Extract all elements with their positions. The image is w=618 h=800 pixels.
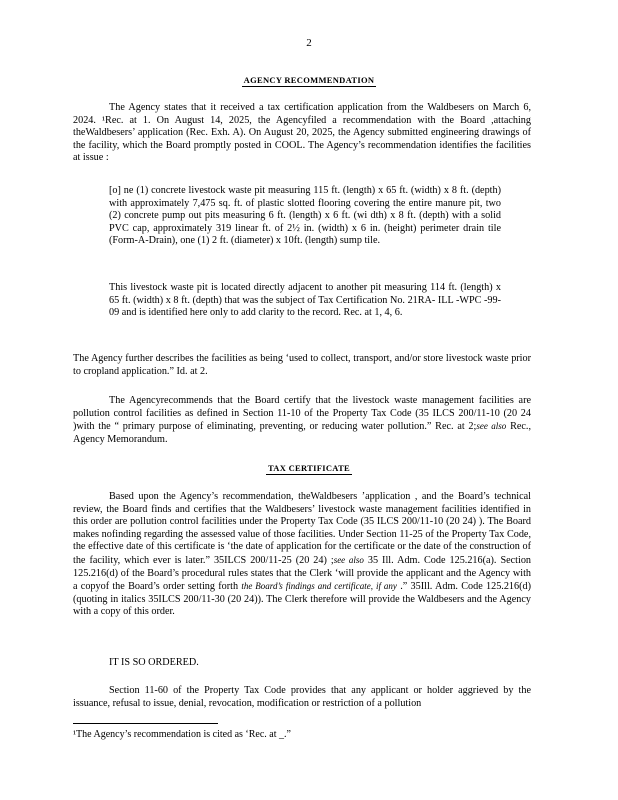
paragraph-text-end: .” 35Ill. Adm. Code 125.216(d) (quoting in italics 35ILCS 200/11-30 (20 24)). The Clerk therefore will provide the Waldbesers and the Agency with a copy of this order. [73, 581, 531, 618]
paragraph-agency-receipt: The Agency states that it received a tax certification application from the Waldbesers on March 6, 2024. ¹Rec. at 1. On August 14, 2025, the Agencyfiled a recommendation with the Board ,attaching theWaldbesers’ application (Rec. Exh. A). On August 20, 2025, the Agency submitted engineering drawings of the facility, which the Board promptly posted in COOL. The Agency’s recommendation identifies the facilities at issue : [73, 102, 531, 164]
section-heading-agency-recommendation [0, 75, 618, 85]
so-ordered-line: IT IS SO ORDERED. [109, 657, 199, 668]
paragraph-section-11-60: Section 11-60 of the Property Tax Code provides that any applicant or holder aggrieved by the issuance, refusal to issue, denial, revocation, modification or restriction of a pollution [73, 685, 531, 709]
section-heading-tax-certificate [0, 463, 618, 473]
block-quote-facilities: [o] ne (1) concrete livestock waste pit measuring 115 ft. (length) x 65 ft. (width) x 8 ft. (depth) with approximately 7,475 sq. ft. of plastic slotted flooring covering the entire manure pit, two (2) concrete pump out pits measuring 6 ft. (length) x 6 ft. (wi dth) x 8 ft. (depth) with a solid PVC cap, approximately 319 linear ft. of 2½ in. (width) x 6 in. (height) perimeter drain tile (Form-A-Drain), one (1) 2 ft. (diameter) x 10ft. (length) sump tile. [109, 185, 501, 247]
see-also-citation: see also [476, 421, 507, 432]
paragraph-text-mid: 35 Ill. Adm. Code 125.216(a). Section 125.216(d) of the Board’s procedural rules states that the Clerk ‘will provide the applicant and the Agency with a copyof the Board’s order setting forth [73, 554, 532, 593]
paragraph-agency-recommends [73, 395, 531, 446]
block-quote-adjacent-pit: This livestock waste pit is located directly adjacent to another pit measuring 114 ft. (length) x 65 ft. (width) x 8 ft. (depth) that was the subject of Tax Certification No. 21RA- ILL -WPC -99-09 and is identified here only to add clarity to the record. Rec. at 1, 4, 6. [109, 282, 501, 319]
paragraph-text: Based upon the Agency’s recommendation, theWaldbesers ’application , and the Board’s technical review, the Board finds and certifies that the Waldbesers’ livestock waste management facilities identified in this order are pollution control facilities under the Property Tax Code (35 ILCS 200/11-10 (20 24) ). The Board makes nofinding regarding the assessed value of those facilities. Under Section 11-25 of the Property Tax Code, the effective date of this certificate is ‘the date of application for the certificate or the date of the construction of the facility, which ever is later.” 35ILCS 200/11-25 (20 24) ; [73, 491, 531, 566]
heading-text: TAX CERTIFICATE [267, 463, 351, 473]
paragraph-facility-description: The Agency further describes the facilities as being ‘used to collect, transport, and/or store livestock waste prior to cropland application.” Id. at 2. [73, 353, 531, 377]
see-also-citation: see also [333, 554, 364, 565]
footnote: ¹The Agency’s recommendation is cited as ‘Rec. at _.” [73, 729, 291, 740]
footnote-divider [73, 723, 218, 724]
paragraph-board-certifies [73, 491, 531, 619]
paragraph-text-tail: Rec., Agency Memorandum. [73, 421, 531, 445]
page-number: 2 [306, 37, 312, 49]
heading-text: AGENCY RECOMMENDATION [243, 75, 375, 85]
italic-quotation: the Board’s findings and certificate, if any [241, 581, 397, 592]
paragraph-text: The Agencyrecommends that the Board certify that the livestock waste management facilities are pollution control facilities as defined in Section 11-10 of the Property Tax Code (35 ILCS 200/11-10 (20 24 )with the “ primary purpose of eliminating, preventing, or reducing water pollution.” Rec. at 2; [73, 395, 531, 433]
